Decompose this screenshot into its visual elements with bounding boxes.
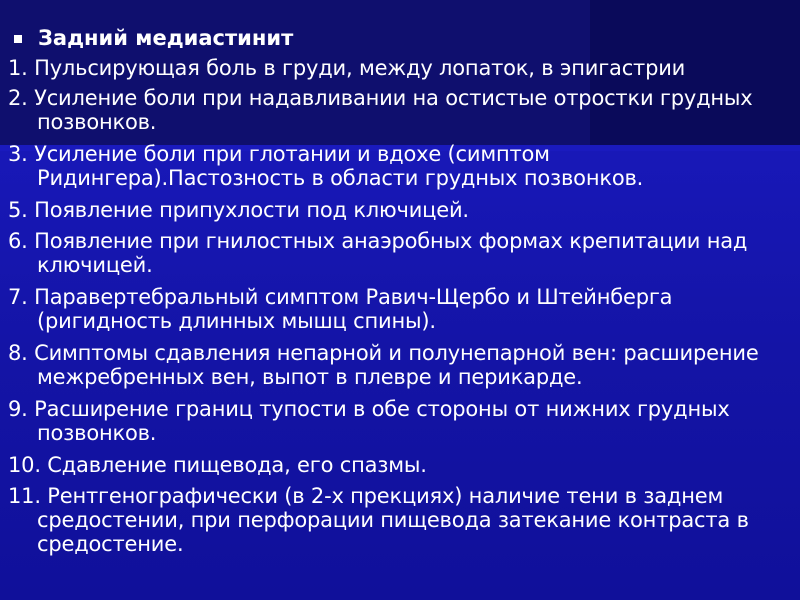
- list-item: 3. Усиление боли при глотании и вдохе (симптом Ридингера).Пастозность в области грудных позвонков.: [8, 142, 644, 190]
- list-item: 10. Сдавление пищевода, его спазмы.: [8, 453, 427, 477]
- list-item: 2. Усиление боли при надавливании на остистые отростки грудных позвонков.: [8, 86, 753, 134]
- slide-title: Задний медиастинит: [38, 26, 294, 50]
- slide-content: [8, 24, 788, 556]
- square-bullet-icon: [14, 35, 22, 43]
- list-item: 5. Появление припухлости под ключицей.: [8, 198, 469, 222]
- list-item: 6. Появление при гнилостных анаэробных формах крепитации над ключицей.: [8, 229, 748, 277]
- list-item: 8. Симптомы сдавления непарной и полунепарной вен: расширение межребренных вен, выпот в плевре и перикарде.: [8, 341, 759, 389]
- list-item: 9. Расширение границ тупости в обе стороны от нижних грудных позвонков.: [8, 397, 730, 445]
- slide-title-line: [8, 24, 788, 54]
- list-item: 11. Рентгенографически (в 2-х прекциях) наличие тени в заднем средостении, при перфорации пищевода затекание контраста в средостение.: [8, 484, 749, 556]
- list-item: 1. Пульсирующая боль в груди, между лопаток, в эпигастрии: [8, 56, 686, 80]
- list-item: 7. Паравертебральный симптом Равич-Щербо и Штейнберга (ригидность длинных мышц спины).: [8, 285, 673, 333]
- symptom-list: [8, 56, 788, 556]
